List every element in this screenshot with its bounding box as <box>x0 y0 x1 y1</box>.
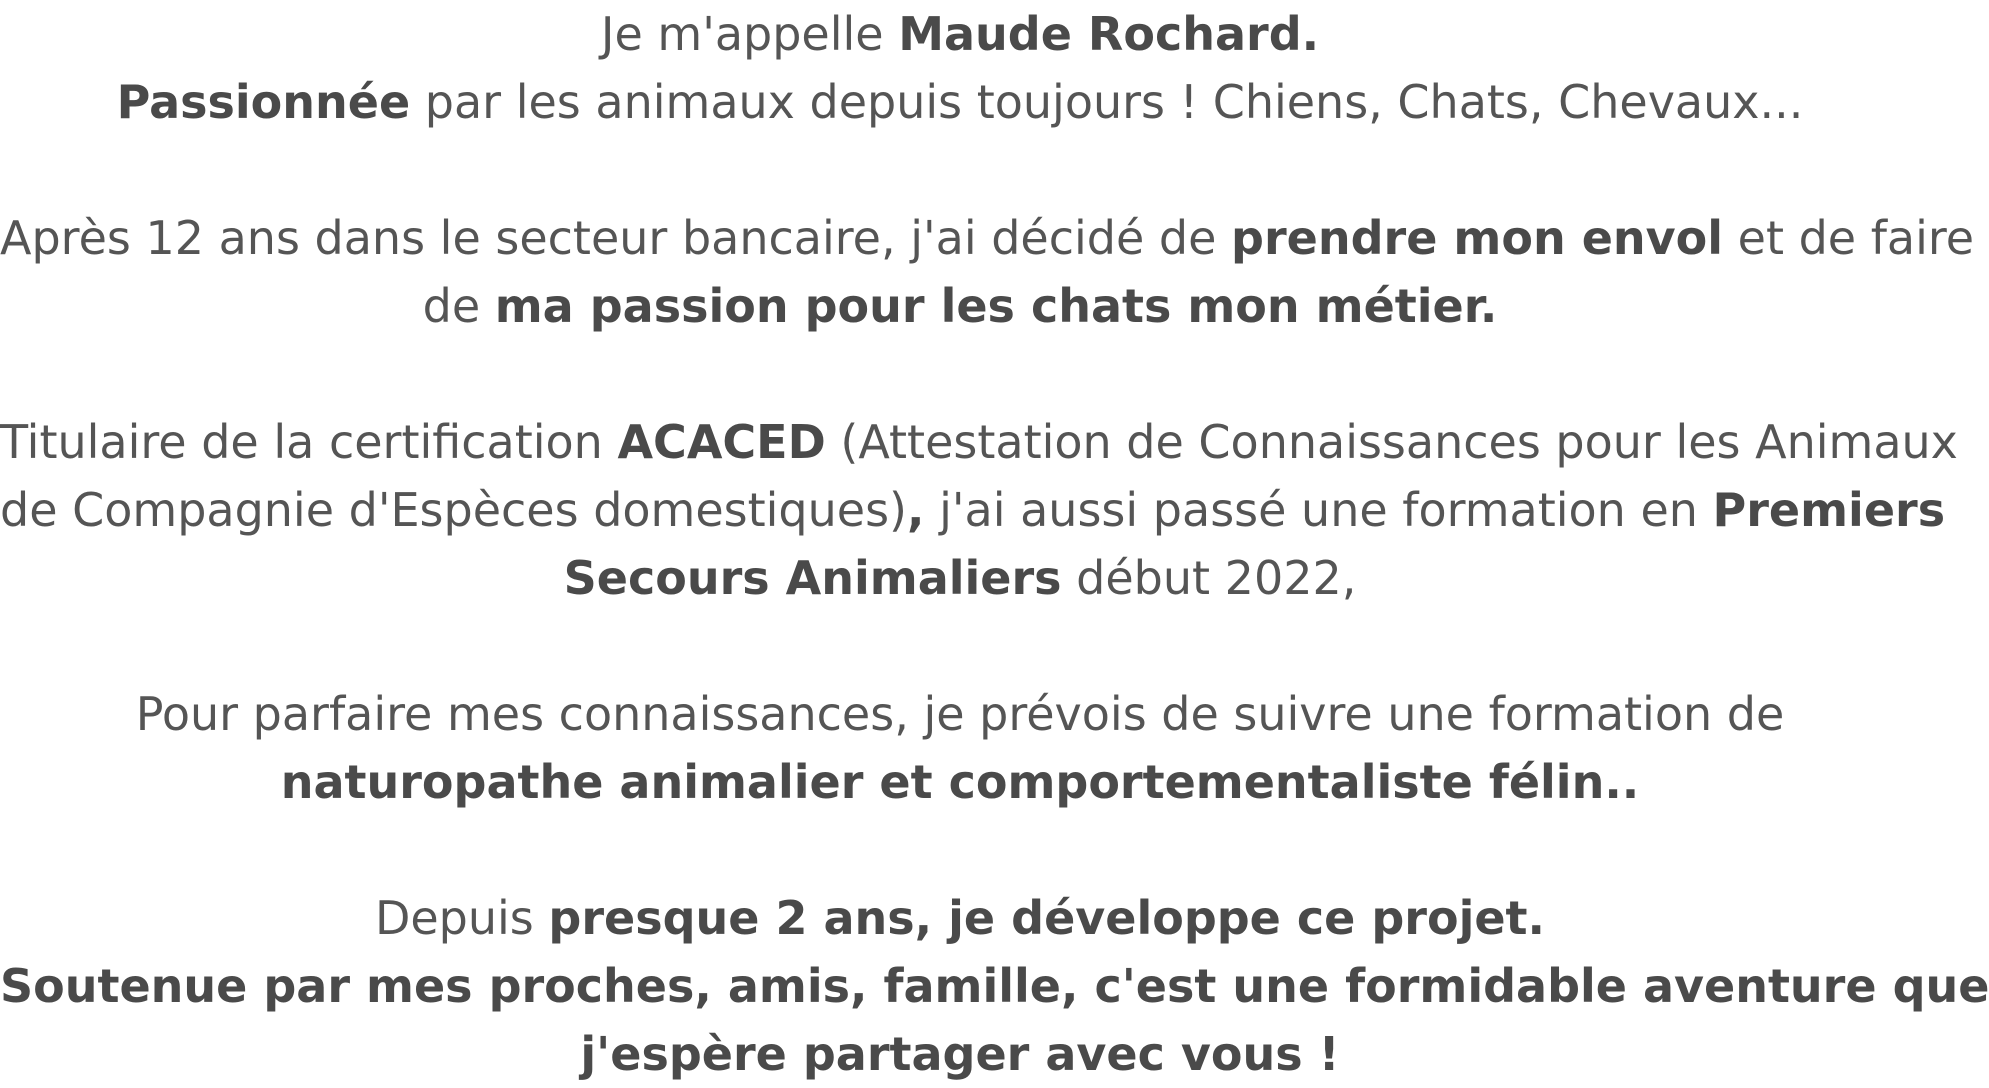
paragraph-gap <box>0 340 1920 408</box>
paragraph-gap <box>0 816 1920 884</box>
career-text-2: de <box>422 279 495 333</box>
project-line-3: j'espère partager avec vous ! <box>580 1027 1340 1081</box>
intro-line-1 <box>0 0 1920 68</box>
plans-line-2: naturopathe animalier et comportementaliste félin.. <box>280 755 1640 809</box>
training-date: début 2022, <box>1061 551 1357 605</box>
career-line-2 <box>0 272 1920 340</box>
cert-line-2 <box>0 476 1946 544</box>
paragraph-gap <box>0 612 1920 680</box>
career-paragraph <box>0 204 1975 340</box>
passion-word: Passionnée <box>116 75 411 129</box>
plans-paragraph <box>0 680 1920 816</box>
career-line-1 <box>0 204 1975 272</box>
certification-paragraph <box>0 408 1958 612</box>
training-text: j'ai aussi passé une formation en <box>924 483 1713 537</box>
cert-line-3 <box>0 544 1920 612</box>
project-text: Depuis <box>374 891 549 945</box>
cert-acronym: ACACED <box>617 415 826 469</box>
project-line-1 <box>0 884 1920 952</box>
cert-text: Titulaire de la certification <box>0 415 618 469</box>
intro-line-2 <box>0 68 1920 136</box>
intro-text: Je m'appelle <box>600 7 899 61</box>
project-paragraph <box>0 884 1989 1088</box>
career-highlight: prendre mon envol <box>1231 211 1724 265</box>
cert-line-1 <box>0 408 1958 476</box>
paragraph-gap <box>0 136 1920 204</box>
career-text-end: et de faire <box>1723 211 1975 265</box>
career-passion: ma passion pour les chats mon métier. <box>494 279 1498 333</box>
cert-comma: , <box>907 483 925 537</box>
training-name: Premiers <box>1712 483 1946 537</box>
cert-description: (Attestation de Connaissances pour les Animaux <box>825 415 1958 469</box>
passion-text: par les animaux depuis toujours ! Chiens, Chats, Chevaux... <box>410 75 1804 129</box>
training-name-2: Secours Animaliers <box>563 551 1062 605</box>
project-highlight: presque 2 ans, je développe ce projet. <box>548 891 1546 945</box>
author-name: Maude Rochard. <box>898 7 1320 61</box>
career-text: Après 12 ans dans le secteur bancaire, j'ai décidé de <box>0 211 1232 265</box>
plans-line-1: Pour parfaire mes connaissances, je prévois de suivre une formation de <box>135 687 1785 741</box>
project-line-2: Soutenue par mes proches, amis, famille, c'est une formidable aventure que <box>0 959 1989 1013</box>
intro-paragraph <box>0 0 1920 136</box>
cert-description-2: de Compagnie d'Espèces domestiques) <box>0 483 907 537</box>
